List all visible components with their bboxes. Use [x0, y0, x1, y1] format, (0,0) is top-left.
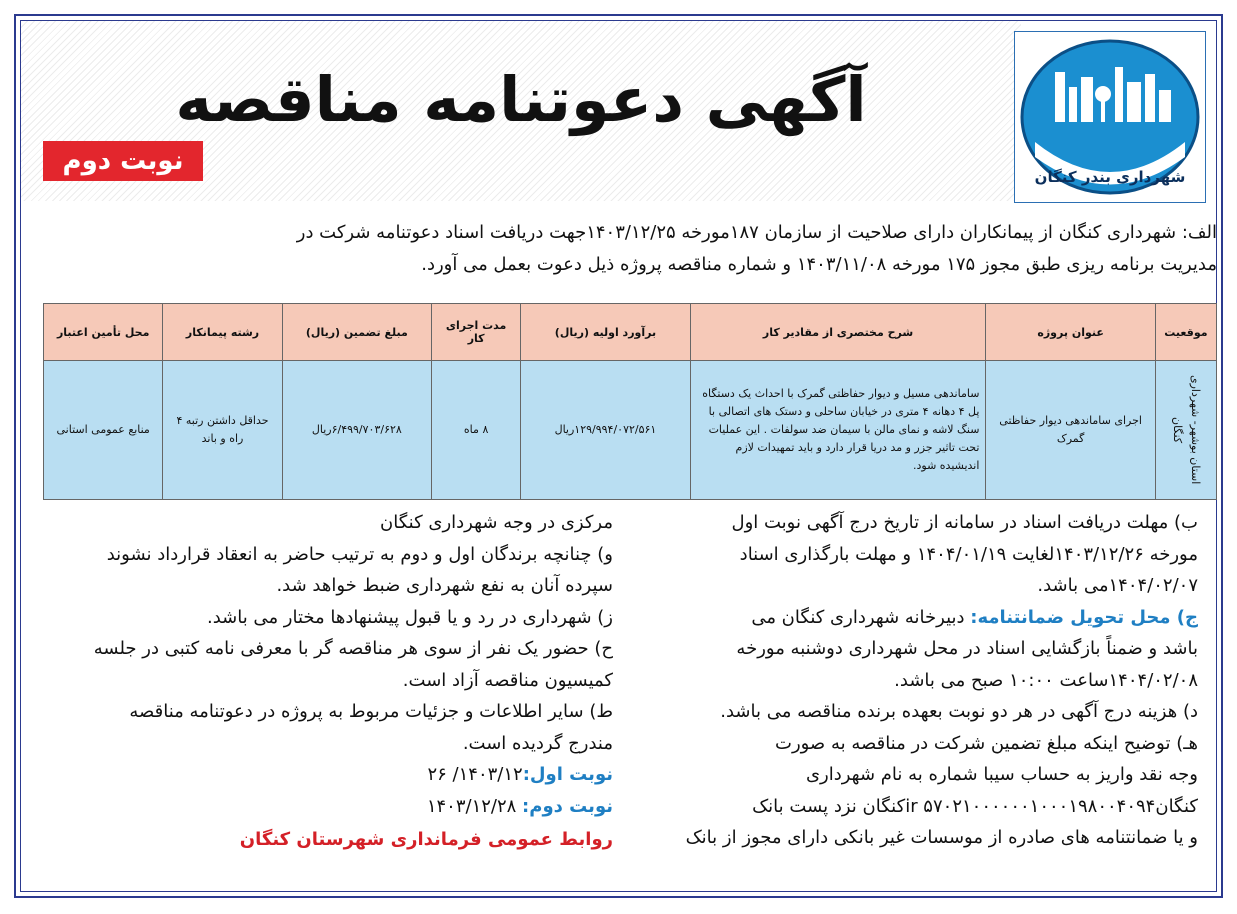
cell-guarantee: ۶/۴۹۹/۷۰۳/۶۲۸ریال	[282, 361, 431, 500]
logo-emblem-icon	[1015, 32, 1205, 202]
cell-funding: منابع عمومی استانی	[44, 361, 163, 500]
clause-c-line-1	[628, 602, 1198, 634]
clause-c-line-2: باشد و ضمناً بازگشایی اسناد در محل شهرداری دوشنبه مورخه	[736, 638, 1198, 659]
cell-description: ساماندهی مسیل و دیوار حفاظتی گمرک با احداث یک دستگاه پل ۴ دهانه ۴ متری در خیابان ساحلی و دستک های اتصالی با سنگ لاشه و نمای مالن با سیمان ضد سولفات . این عملیات تحت تاثیر جزر و مد دریا قرار دارد و باید تمهیدات لازم اندیشیده شود.	[690, 361, 986, 500]
second-round-line	[43, 791, 613, 823]
clause-h-line-1: ح) حضور یک نفر از سوی هر مناقصه گر با معرفی نامه کتبی در جلسه	[93, 638, 613, 659]
clause-e-line-3: کنگانir ۵۷۰۲۱۰۰۰۰۰۰۱۰۰۰۱۹۸۰۰۴۰۹۴کنگان نزد پست بانک	[752, 795, 1198, 817]
col-funding-header: محل تأمین اعتبار	[44, 304, 163, 361]
clause-v-line-1: و) چنانچه برندگان اول و دوم به ترتیب حاضر به انعقاد قرارداد نشوند	[106, 543, 613, 565]
clause-c-text: دبیرخانه شهرداری کنگان می	[751, 606, 965, 628]
clause-e-line-2: وجه نقد واریز به حساب سیبا شماره به نام شهرداری	[805, 764, 1198, 785]
clause-c-label: ج) محل تحویل ضمانتنامه:	[970, 606, 1198, 628]
table-header-row	[44, 304, 1217, 361]
clause-c-line-3: ۱۴۰۴/۰۲/۰۸ساعت ۱۰:۰۰ صبح می باشد.	[894, 669, 1198, 691]
first-round-date: ۱۴۰۳/۱۲/ ۲۶	[427, 764, 523, 785]
notice-frame	[14, 14, 1223, 898]
col-location-header: موقعیت	[1155, 304, 1216, 361]
col-project-header: عنوان پروژه	[986, 304, 1155, 361]
intro-paragraph	[43, 217, 1217, 281]
clause-t-line-2: مندرج گردیده است.	[462, 732, 613, 754]
clause-e-line-4: و یا ضمانتنامه های صادره از موسسات غیر بانکی دارای مجوز از بانک	[685, 827, 1198, 848]
municipality-logo	[1014, 31, 1206, 203]
col-estimate-header: برآورد اولیه (ریال)	[521, 304, 690, 361]
clause-b-line-1: ب) مهلت دریافت اسناد در سامانه از تاریخ درج آگهی نوبت اول	[731, 512, 1198, 533]
clause-d-line-1: د) هزینه درج آگهی در هر دو نوبت بعهده برنده مناقصه می باشد.	[720, 701, 1198, 722]
left-column	[43, 507, 613, 856]
cell-location	[1155, 361, 1216, 500]
page-title: آگهی دعوتنامه مناقصه	[175, 63, 867, 136]
project-table	[43, 303, 1217, 500]
logo-text: شهرداری بندر کنگان	[1034, 168, 1186, 186]
cell-estimate: ۱۲۹/۹۹۴/۰۷۲/۵۶۱ریال	[521, 361, 690, 500]
col-grade-header: رشته پیمانکار	[163, 304, 282, 361]
clause-t-line-1: ط) سایر اطلاعات و جزئیات مربوط به پروژه در دعوتنامه مناقصه	[129, 701, 613, 722]
cell-grade: حداقل داشتن رتبه ۴ راه و باند	[163, 361, 282, 500]
right-column	[628, 507, 1198, 854]
cell-duration: ۸ ماه	[432, 361, 521, 500]
second-round-label: نوبت دوم:	[522, 795, 613, 817]
clause-b-line-2: مورخه ۱۴۰۳/۱۲/۲۶لغایت ۱۴۰۴/۰۱/۱۹ و مهلت بارگذاری اسناد	[739, 543, 1198, 565]
clause-e-line-1: هـ) توضیح اینکه مبلغ تضمین شرکت در مناقصه به صورت	[775, 732, 1198, 754]
col-guarantee-header: مبلغ تضمین (ریال)	[282, 304, 431, 361]
clause-l-line-1: مرکزی در وجه شهرداری کنگان	[380, 512, 613, 533]
table-row	[44, 361, 1217, 500]
location-text: استان بوشهر- شهرداری کنگان	[1170, 375, 1202, 485]
col-description-header: شرح مختصری از مقادیر کار	[690, 304, 986, 361]
notice-inner-border	[20, 20, 1217, 892]
clause-h-line-2: کمیسیون مناقصه آزاد است.	[402, 669, 613, 691]
clause-z-line-1: ز) شهرداری در رد و یا قبول پیشنهادها مختار می باشد.	[206, 606, 613, 628]
col-duration-header: مدت اجرای کار	[432, 304, 521, 361]
intro-line-1: الف: شهرداری کنگان از پیمانکاران دارای صلاحیت از سازمان ۱۸۷مورخه ۱۴۰۳/۱۲/۲۵جهت دریافت اسناد دعوتنامه شرکت در	[296, 222, 1217, 243]
first-round-line	[43, 759, 613, 791]
first-round-label: نوبت اول:	[522, 764, 613, 785]
intro-line-2: مدیریت برنامه ریزی طبق مجوز ۱۷۵ مورخه ۱۴۰۳/۱۱/۰۸ و شماره مناقصه پروژه ذیل دعوت بعمل می آورد.	[421, 254, 1217, 275]
second-round-date: ۱۴۰۳/۱۲/۲۸	[426, 795, 517, 817]
clause-b-line-3: ۱۴۰۴/۰۲/۰۷می باشد.	[1037, 575, 1198, 596]
clause-v-line-2: سپرده آنان به نفع شهرداری ضبط خواهد شد.	[276, 575, 613, 596]
public-relations-footer: روابط عمومی فرمانداری شهرستان کنگان	[239, 829, 613, 850]
round-badge: نوبت دوم	[43, 141, 203, 181]
cell-project: اجرای ساماندهی دیوار حفاظتی گمرک	[986, 361, 1155, 500]
